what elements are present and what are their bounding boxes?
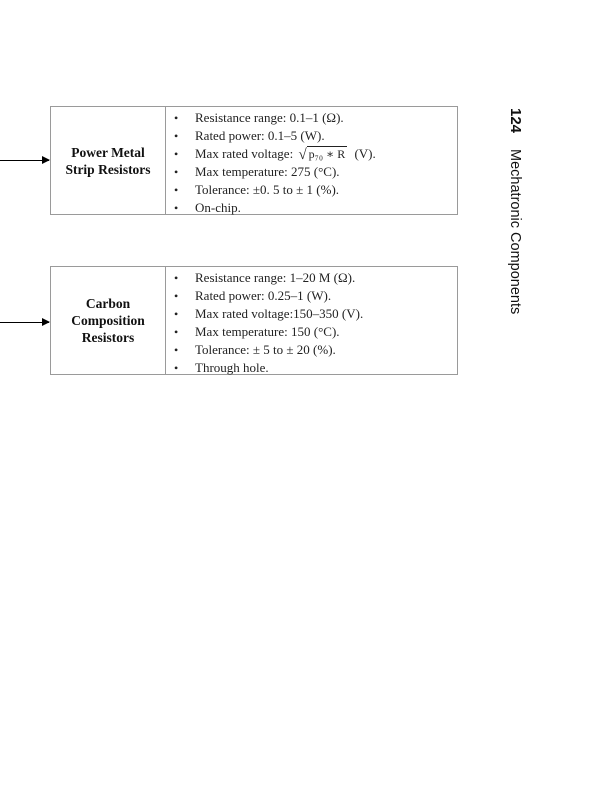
property-list <box>166 267 457 374</box>
running-title: Mechatronic Components <box>507 149 523 315</box>
list-item: • Max rated voltage:150–350 (V). <box>166 305 457 323</box>
page-number: 124 <box>507 108 524 134</box>
list-item: • Max temperature: 150 (°C). <box>166 323 457 341</box>
power-metal-strip-table <box>50 106 458 215</box>
connector-arrow-2 <box>0 322 49 323</box>
carbon-composition-table <box>50 266 458 375</box>
list-item: • Tolerance: ± 5 to ± 20 (%). <box>166 341 457 359</box>
list-item: • Through hole. <box>166 359 457 377</box>
list-item: • Rated power: 0.1–5 (W). <box>166 127 457 145</box>
square-root-formula: √ p₇₀ ∗ R <box>298 147 346 163</box>
list-item: • On-chip. <box>166 199 457 217</box>
list-item: • Rated power: 0.25–1 (W). <box>166 287 457 305</box>
list-item: • Resistance range: 0.1–1 (Ω). <box>166 109 457 127</box>
table-title: Carbon Composition Resistors <box>51 267 166 374</box>
list-item: • Resistance range: 1–20 M (Ω). <box>166 269 457 287</box>
table-title: Power Metal Strip Resistors <box>51 107 166 214</box>
property-list <box>166 107 457 214</box>
list-item: • Max rated voltage: √ p₇₀ ∗ R (V). <box>166 145 457 163</box>
list-item: • Tolerance: ±0. 5 to ± 1 (%). <box>166 181 457 199</box>
list-item: • Max temperature: 275 (°C). <box>166 163 457 181</box>
connector-arrow-1 <box>0 160 49 161</box>
running-header <box>507 108 524 368</box>
